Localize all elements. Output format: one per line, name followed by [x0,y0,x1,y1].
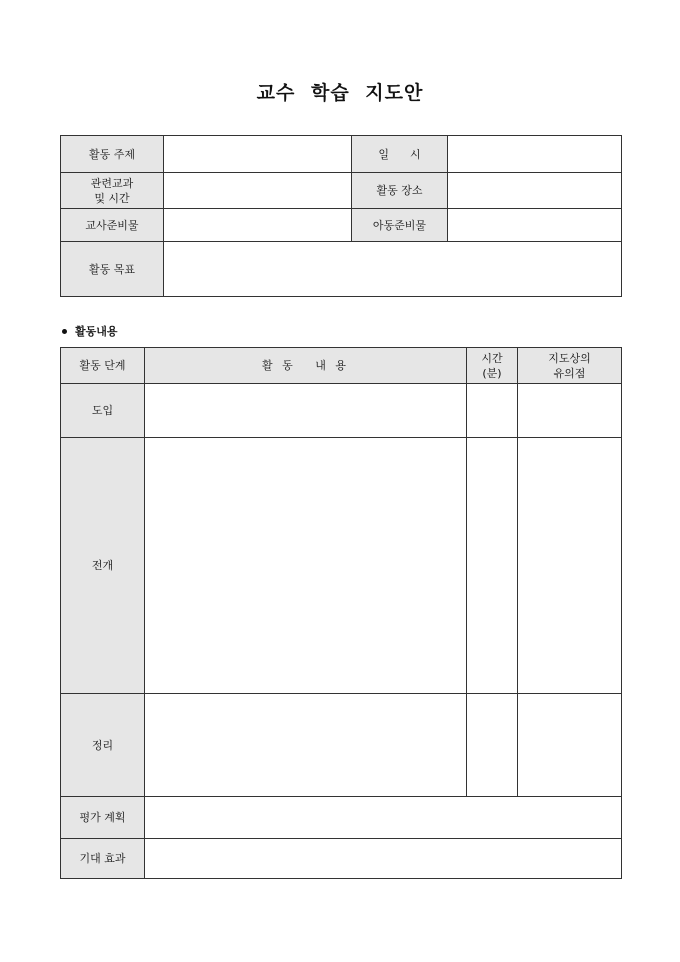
evaluation-label: 평가 계획 [61,797,145,839]
table-row [61,839,622,879]
page-title: 교수 학습 지도안 [256,82,424,104]
table-row [61,384,622,438]
stage-intro-label: 도입 [61,384,145,438]
wrapup-notes-cell[interactable] [518,694,622,797]
stage-wrapup-label: 정리 [61,694,145,797]
related-label-line1: 관련교과 [90,176,134,190]
related-subject-cell[interactable] [164,173,352,209]
stage-development-label: 전개 [61,438,145,694]
wrapup-content-cell[interactable] [145,694,467,797]
intro-time-cell[interactable] [467,384,518,438]
time-header-line2: (분) [482,366,502,380]
notes-header-line2: 유의점 [553,366,586,380]
evaluation-cell[interactable] [145,797,622,839]
development-content-cell[interactable] [145,438,467,694]
time-header [467,348,518,384]
table-row [61,694,622,797]
child-materials-label: 아동준비물 [352,209,448,242]
goal-cell[interactable] [164,242,622,297]
teacher-materials-cell[interactable] [164,209,352,242]
date-label: 일 시 [352,136,448,173]
notes-header-line1: 지도상의 [548,351,591,365]
activity-table [60,347,622,879]
development-time-cell[interactable] [467,438,518,694]
development-notes-cell[interactable] [518,438,622,694]
content-header: 활 동 내 용 [145,348,467,384]
teacher-materials-label: 교사준비물 [61,209,164,242]
wrapup-time-cell[interactable] [467,694,518,797]
topic-label: 활동 주제 [61,136,164,173]
section-heading [62,323,118,339]
intro-notes-cell[interactable] [518,384,622,438]
date-cell[interactable] [448,136,622,173]
child-materials-cell[interactable] [448,209,622,242]
place-cell[interactable] [448,173,622,209]
table-row [61,438,622,694]
section-heading-text: 활동내용 [75,325,118,338]
table-row [61,797,622,839]
related-subject-label [61,173,164,209]
notes-header [518,348,622,384]
bullet-icon [62,329,67,334]
related-label-line2: 및 시간 [94,191,130,205]
intro-content-cell[interactable] [145,384,467,438]
topic-cell[interactable] [164,136,352,173]
goal-label: 활동 목표 [61,242,164,297]
place-label: 활동 장소 [352,173,448,209]
info-table [60,135,622,297]
effect-cell[interactable] [145,839,622,879]
stage-header: 활동 단계 [61,348,145,384]
time-header-line1: 시간 [481,351,503,365]
effect-label: 기대 효과 [61,839,145,879]
